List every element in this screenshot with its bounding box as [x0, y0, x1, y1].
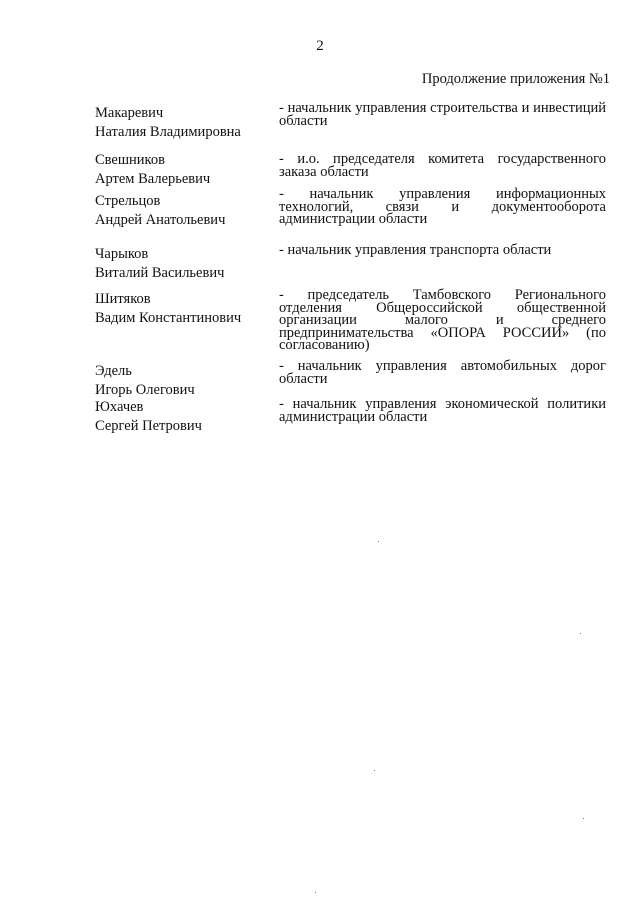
person-name — [95, 398, 275, 436]
person-given-name: Андрей Анатольевич — [95, 212, 226, 228]
person-position: - начальник управления информационных технологий, связи и документооборота администрации области — [279, 186, 606, 227]
page-number: 2 — [316, 38, 324, 54]
person-surname: Чарыков — [95, 246, 149, 262]
person-given-name: Сергей Петрович — [95, 418, 202, 434]
person-position: - начальник управления экономической политики администрации области — [279, 396, 606, 425]
person-given-name: Вадим Константинович — [95, 310, 242, 326]
person-position: - начальник управления автомобильных дорог области — [279, 358, 606, 387]
scan-speck — [378, 541, 379, 542]
person-surname: Стрельцов — [95, 193, 161, 209]
person-name — [95, 192, 275, 230]
person-position: - председатель Тамбовского Регионального отделения Общероссийской общественной организации малого и среднего предпринимательства «ОПОРА РОССИИ» (по согласованию) — [279, 287, 606, 353]
scan-speck — [580, 633, 581, 634]
person-position: - начальник управления транспорта области — [279, 242, 552, 258]
scan-speck — [374, 770, 375, 771]
appendix-continuation-header: Продолжение приложения №1 — [421, 71, 610, 87]
person-given-name: Артем Валерьевич — [95, 171, 211, 187]
person-surname: Свешников — [95, 152, 165, 168]
person-name — [95, 362, 275, 400]
scan-speck — [583, 818, 584, 819]
person-surname: Макаревич — [95, 105, 164, 121]
person-given-name: Виталий Васильевич — [95, 265, 225, 281]
person-surname: Юхачев — [95, 399, 144, 415]
person-surname: Шитяков — [95, 291, 151, 307]
person-name — [95, 151, 275, 189]
person-name — [95, 104, 275, 142]
person-surname: Эдель — [95, 363, 132, 379]
person-given-name: Игорь Олегович — [95, 382, 195, 398]
person-name — [95, 245, 275, 283]
scan-speck — [315, 892, 316, 893]
person-position: - и.о. председателя комитета государственного заказа области — [279, 151, 606, 180]
person-position: - начальник управления строительства и инвестиций области — [279, 100, 606, 129]
person-given-name: Наталия Владимировна — [95, 124, 241, 140]
person-name — [95, 290, 275, 328]
